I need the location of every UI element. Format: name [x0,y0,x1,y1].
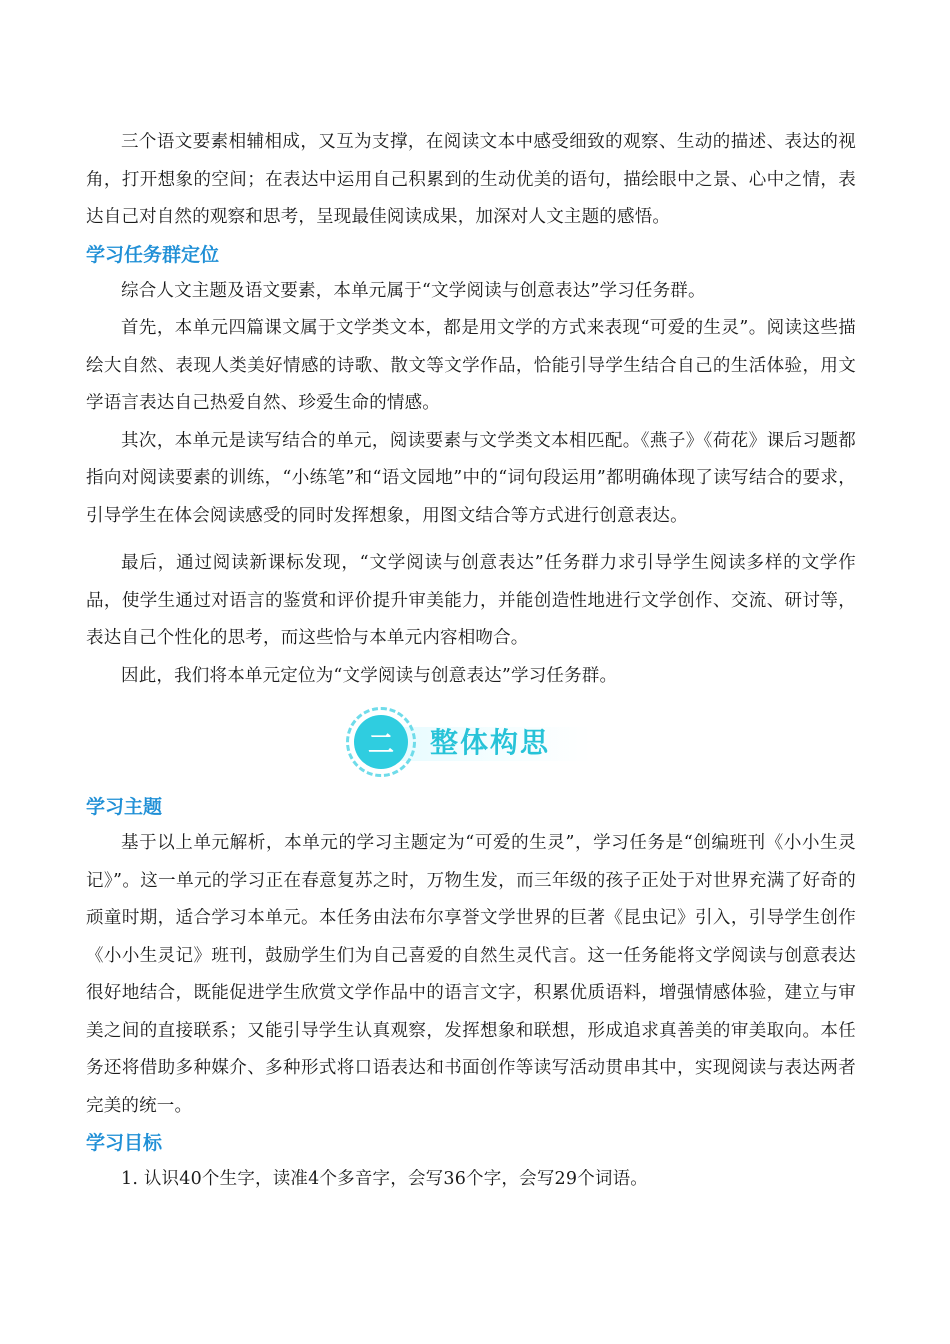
banner-number: 二 [354,715,408,769]
task-group-paragraph-3: 其次，本单元是读写结合的单元，阅读要素与文学类文本相匹配。《燕子》《荷花》课后习题都指向对阅读要素的训练，“小练笔”和“语文园地”中的“词句段运用”都明确体现了读写结合的要求，引导学生在体会阅读感受的同时发挥想象，用图文结合等方式进行创意表达。 [86,430,856,526]
document-page [86,124,856,1199]
section-banner [86,701,856,783]
theme-paragraph: 基于以上单元解析，本单元的学习主题定为“可爱的生灵”，学习任务是“创编班刊《小小生灵记》”。这一单元的学习正在春意复苏之时，万物生发，而三年级的孩子正处于对世界充满了好奇的顽童时期，适合学习本单元。本任务由法布尔享誉文学世界的巨著《昆虫记》引入，引导学生创作《小小生灵记》班刊，鼓励学生们为自己喜爱的自然生灵代言。这一任务能将文学阅读与创意表达很好地结合，既能促进学生欣赏文学作品中的语言文字，积累优质语料，增强情感体验，建立与审美之间的直接联系；又能引导学生认真观察，发挥想象和联想，形成追求真善美的审美取向。本任务还将借助多种媒介、多种形式将口语表达和书面创作等读写活动贯串其中，实现阅读与表达两者完美的统一。 [86,833,856,1116]
spacer [86,535,856,545]
banner-graphic [346,707,596,777]
section-heading-goals: 学习目标 [86,1132,163,1154]
task-group-paragraph-1: 综合人文主题及语文要素，本单元属于“文学阅读与创意表达”学习任务群。 [121,280,706,301]
intro-paragraph: 三个语文要素相辅相成，又互为支撑，在阅读文本中感受细致的观察、生动的描述、表达的视角，打开想象的空间；在表达中运用自己积累到的生动优美的语句，描绘眼中之景、心中之情，表达自己对自然的观察和思考，呈现最佳阅读成果，加深对人文主题的感悟。 [86,132,856,227]
banner-number-badge [346,707,416,777]
task-group-paragraph-2: 首先，本单元四篇课文属于文学类文本，都是用文学的方式来表现“可爱的生灵”。阅读这些描绘大自然、表现人类美好情感的诗歌、散文等文学作品，恰能引导学生结合自己的生活体验，用文学语言表达自己热爱自然、珍爱生命的情感。 [86,318,856,413]
task-group-paragraph-4: 最后，通过阅读新课标发现，“文学阅读与创意表达”任务群力求引导学生阅读多样的文学作品，使学生通过对语言的鉴赏和评价提升审美能力，并能创造性地进行文学创作、交流、研讨等，表达自己个性化的思考，而这些恰与本单元内容相吻合。 [86,553,856,648]
banner-title: 整体构思 [430,726,551,759]
goal-item-1: 1. 认识40个生字，读准4个多音字，会写36个字，会写29个词语。 [121,1169,648,1189]
section-heading-theme: 学习主题 [86,796,163,818]
section-heading-task-group: 学习任务群定位 [86,243,220,266]
task-group-paragraph-5: 因此，我们将本单元定位为“文学阅读与创意表达”学习任务群。 [121,665,618,686]
